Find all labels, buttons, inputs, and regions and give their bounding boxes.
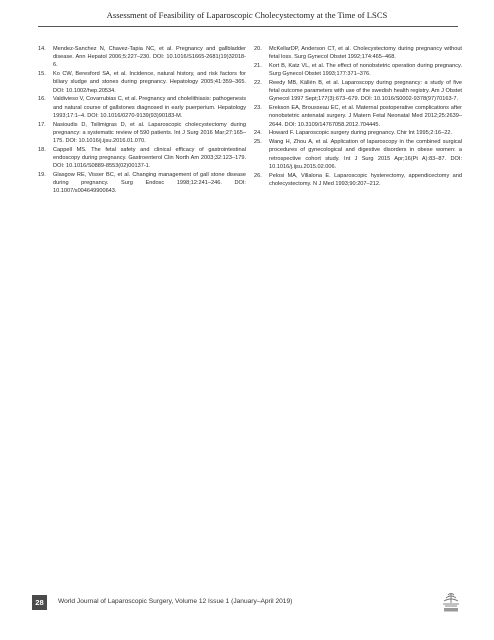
reference-number: 15. bbox=[38, 71, 46, 78]
running-header: Assessment of Feasibility of Laparoscopic Cholecystectomy at the Time of LSCS bbox=[106, 10, 388, 20]
reference-number: 26. bbox=[254, 172, 262, 179]
reference-text: Ko CW, Beresford SA, et al. Incidence, natural history, and risk factors for biliary sludge and stones during pregnancy. Hepatology 2005;41:359–365. DOI: 10.1002/hep.20534. bbox=[53, 71, 246, 94]
reference-text: Mendez-Sanchez N, Chavez-Tapia NC, et al. Pregnancy and gallbladder disease. Ann Hepatol 2006;5:227–230. DOI: 10.1016/S1665-2681(19)32018-6. bbox=[53, 46, 246, 69]
reference-number: 25. bbox=[254, 139, 262, 146]
references-column-right bbox=[254, 45, 462, 189]
reference-item bbox=[38, 171, 246, 196]
reference-number: 19. bbox=[38, 172, 46, 179]
reference-item bbox=[254, 79, 462, 104]
reference-item bbox=[38, 70, 246, 95]
reference-item bbox=[38, 121, 246, 146]
reference-item bbox=[38, 95, 246, 120]
header-divider bbox=[38, 26, 458, 27]
reference-text: Reedy MB, Källén B, et al. Laparoscopy during pregnancy: a study of five fetal outcome parameters with use of the swedish health registry. Am J Obstet Gynecol 1997 Sept;177(3):673–679. DOI: 10.1016/S0002-9378(97)70163-7. bbox=[269, 80, 462, 103]
page-number: 28 bbox=[32, 595, 47, 610]
reference-text: Cappell MS. The fetal safety and clinical efficacy of gastrointestinal endoscopy during pregnancy. Gastroenterol Clin North Am 2003;32:123–179. DOI: 10.1016/S0889-8553(02)00137-1. bbox=[53, 146, 246, 170]
reference-text: Glasgow RE, Visser BC, et al. Changing management of gall stone disease during pregnancy. Surg Endosc 1998;12:241–246. DOI: 10.1007/s004649900643. bbox=[53, 172, 246, 195]
reference-item bbox=[38, 45, 246, 70]
reference-item bbox=[254, 104, 462, 129]
reference-text: Erekson EA, Brousseau EC, et al. Maternal postoperative complications after nonobstetric antenatal surgery. J Matern Fetal Neonatal Med 2012;25:2639–2644. DOI: 10.3109/14767058.2012.704445. bbox=[269, 105, 462, 128]
reference-number: 18. bbox=[38, 146, 46, 153]
reference-text: Pelosi MA, Villalona E. Laparoscopic hysterectomy, appendicectomy and cholecystectomy. N J Med 1993;90:207–212. bbox=[269, 172, 462, 187]
reference-number: 17. bbox=[38, 121, 46, 128]
reference-text: Valdivieso V, Covarrubias C, et al. Pregnancy and cholelithiasis: pathogenesis and natural course of gallstones diagnosed in early puerperium. Hepatology 1993;17:1–4. DOI: 10.1016/0270-9139(93)90183-M. bbox=[53, 96, 246, 119]
publisher-logo-icon bbox=[439, 591, 463, 613]
reference-text: Wang H, Zhou A, et al. Application of laparoscopy in the combined surgical procedures of gynecological and digestive disorders in obese women: a retrospective cohort study. Int J Surg 2015 Apr;16(Pt A):83–87. DOI: 10.1016/j.ijsu.2015.02.006. bbox=[269, 139, 462, 170]
reference-item bbox=[38, 146, 246, 171]
reference-item bbox=[254, 172, 462, 188]
reference-number: 24. bbox=[254, 130, 262, 137]
reference-text: Kort B, Katz VL, et al. The effect of nonobstetric operation during pregnancy. Surg Gynecol Obstet 1993;177:371–376. bbox=[269, 63, 462, 78]
reference-item bbox=[254, 45, 462, 61]
reference-item bbox=[254, 62, 462, 78]
reference-number: 16. bbox=[38, 96, 46, 103]
page-footer bbox=[0, 595, 494, 611]
reference-item bbox=[254, 129, 462, 137]
reference-item bbox=[254, 138, 462, 171]
reference-number: 23. bbox=[254, 105, 262, 112]
reference-number: 14. bbox=[38, 46, 46, 52]
reference-number: 20. bbox=[254, 46, 262, 52]
journal-citation: World Journal of Laparoscopic Surgery, Volume 12 Issue 1 (January–April 2019) bbox=[58, 598, 293, 605]
reference-number: 21. bbox=[254, 63, 262, 69]
reference-text: McKellarDP, Anderson CT, et al. Cholecystectomy during pregnancy without fetal loss. Surg Gynecol Obstet 1992;174:465–468. bbox=[269, 46, 462, 61]
reference-text: Nasioudis D, Tsilimigras D, et al. Laparoscopic cholecystectomy during pregnancy: a systematic review of 590 patients. Int J Surg 2016 Mar;27:165–175. DOI: 10.1016/j.ijsu.2016.01.070. bbox=[53, 121, 246, 145]
references-column-left bbox=[38, 45, 246, 196]
reference-text: Howard F. Laparoscopic surgery during pregnancy. Chir Int 1995;2:16–22. bbox=[269, 130, 453, 137]
reference-number: 22. bbox=[254, 80, 262, 86]
